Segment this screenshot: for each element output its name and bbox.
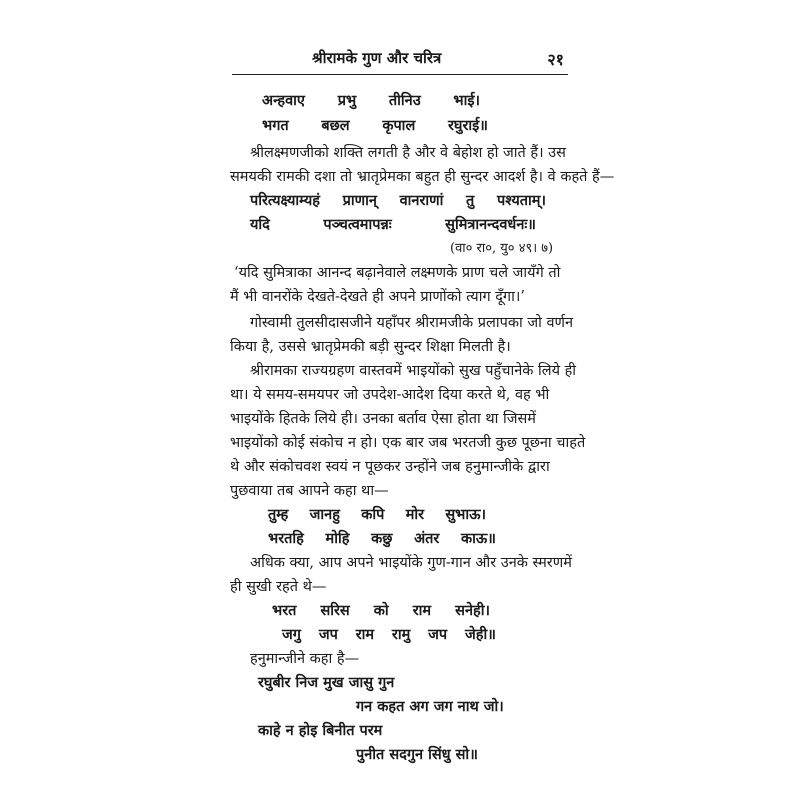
page-header bbox=[232, 48, 568, 72]
verse-word: सुभाऊ। bbox=[445, 506, 486, 523]
verse1-line1 bbox=[262, 90, 480, 112]
para3-line3: भाइयोंके हितके लिये ही। उनका बर्ताव ऐसा होता था जिसमें bbox=[230, 411, 536, 427]
translation-line1: ‘यदि सुमित्राका आनन्द बढ़ानेवाले लक्ष्मणके प्राण चले जायँगे तो bbox=[234, 265, 561, 281]
shloka-word: यदि bbox=[250, 216, 270, 233]
para3-line1: श्रीरामका राज्यग्रहण वास्तवमें भाइयोंको सुख पहुँचानेके लिये ही bbox=[250, 363, 577, 379]
verse-word: कपि bbox=[361, 506, 385, 523]
verse-word: अंतर bbox=[414, 530, 440, 547]
verse-word: बछल bbox=[321, 117, 350, 134]
para2-line1: गोस्वामी तुलसीदासजीने यहाँपर श्रीरामजीके प्रलापका जो वर्णन bbox=[250, 315, 574, 331]
verse3-line1 bbox=[272, 600, 490, 622]
shloka-line1 bbox=[250, 190, 546, 212]
verse-word: सरिस bbox=[320, 602, 350, 619]
verse-word: जेही॥ bbox=[465, 626, 496, 643]
verse-word: तुम्ह bbox=[268, 506, 289, 523]
para1-line1: श्रीलक्ष्मणजीको शक्ति लगती है और वे बेहोश हो जाते हैं। उस bbox=[250, 145, 566, 161]
verse4-line2: गन कहत अग जग नाथ जो। bbox=[356, 698, 504, 715]
para2-line2: किया है, उससे भ्रातृप्रेमकी बड़ी सुन्दर शिक्षा मिलती है। bbox=[230, 339, 511, 355]
shloka-word: परित्यक्ष्याम्यहं bbox=[250, 192, 320, 209]
translation-line2: मैं भी वानरोंके देखते-देखते ही अपने प्राणोंको त्याग दूँगा।’ bbox=[230, 289, 525, 305]
verse-word: भगत bbox=[262, 117, 289, 134]
verse-word: काऊ॥ bbox=[461, 530, 496, 547]
verse1-line2 bbox=[262, 115, 488, 137]
verse4-line4: पुनीत सदगुन सिंधु सो॥ bbox=[356, 746, 478, 763]
verse-word: भाई। bbox=[453, 92, 480, 109]
verse-word: कृपाल bbox=[382, 117, 416, 134]
verse4-line3: काहे न होइ बिनीत परम bbox=[258, 722, 383, 739]
para3-line5: थे और संकोचवश स्वयं न पूछकर उन्होंने जब हनुमान्जीके द्वारा bbox=[230, 459, 550, 475]
shloka-word: पञ्चत्वमापन्नः bbox=[323, 216, 392, 233]
verse-word: राम bbox=[412, 602, 432, 619]
shloka-word: तु bbox=[466, 192, 475, 209]
shloka-word: प्राणान् bbox=[342, 192, 377, 209]
verse2-line2 bbox=[268, 528, 496, 550]
running-title: श्रीरामके गुण और चरित्र bbox=[312, 49, 442, 67]
page-number: २१ bbox=[547, 50, 564, 69]
para5-line1: हनुमान्जीने कहा है— bbox=[250, 651, 360, 667]
verse-word: मोहि bbox=[325, 530, 350, 547]
verse-word: रामु bbox=[391, 626, 411, 643]
verse-word: प्रभु bbox=[337, 92, 357, 109]
para4-line1: अधिक क्या, आप अपने भाइयोंके गुण-गान और उनके स्मरणमें bbox=[250, 555, 572, 571]
verse-word: जप bbox=[318, 626, 338, 643]
verse-word: राम bbox=[355, 626, 375, 643]
shloka-word: वानराणां bbox=[399, 192, 444, 209]
verse2-line1 bbox=[268, 504, 486, 526]
shloka-word: पश्यताम्। bbox=[496, 192, 546, 209]
verse3-line2 bbox=[282, 624, 496, 646]
verse-word: अन्हवाए bbox=[262, 92, 305, 109]
verse-word: मोर bbox=[405, 506, 425, 523]
verse-word: को bbox=[373, 602, 389, 619]
para1-line2: समयकी रामकी दशा तो भ्रातृप्रेमका बहुत ही सुन्दर आदर्श है। वे कहते हैं— bbox=[230, 169, 615, 185]
verse-word: भरतहि bbox=[268, 530, 304, 547]
para3-line6: पुछवाया तब आपने कहा था— bbox=[230, 483, 389, 499]
verse-word: जगु bbox=[282, 626, 301, 643]
header-rule bbox=[232, 74, 568, 75]
verse-word: रघुराई॥ bbox=[447, 117, 488, 134]
verse-word: भरत bbox=[272, 602, 297, 619]
verse-word: सनेही। bbox=[455, 602, 490, 619]
para4-line2: ही सुखी रहते थे— bbox=[230, 579, 327, 595]
para3-line2: था। ये समय-समयपर जो उपदेश-आदेश दिया करते थे, वह भी bbox=[230, 387, 550, 403]
verse-word: तीनिउ bbox=[388, 92, 421, 109]
verse4-line1: रघुबीर निज मुख जासु गुन bbox=[258, 674, 395, 691]
shloka-word: सुमित्रानन्दवर्धनः॥ bbox=[445, 216, 536, 233]
verse-word: कछु bbox=[371, 530, 393, 547]
shloka-reference: (वा० रा०, यु० ४९। ७) bbox=[450, 241, 554, 256]
verse-word: जानहु bbox=[309, 506, 340, 523]
para3-line4: भाइयोंको कोई संकोच न हो। एक बार जब भरतजी कुछ पूछना चाहते bbox=[230, 435, 586, 451]
shloka-line2 bbox=[250, 214, 536, 236]
verse-word: जप bbox=[428, 626, 448, 643]
